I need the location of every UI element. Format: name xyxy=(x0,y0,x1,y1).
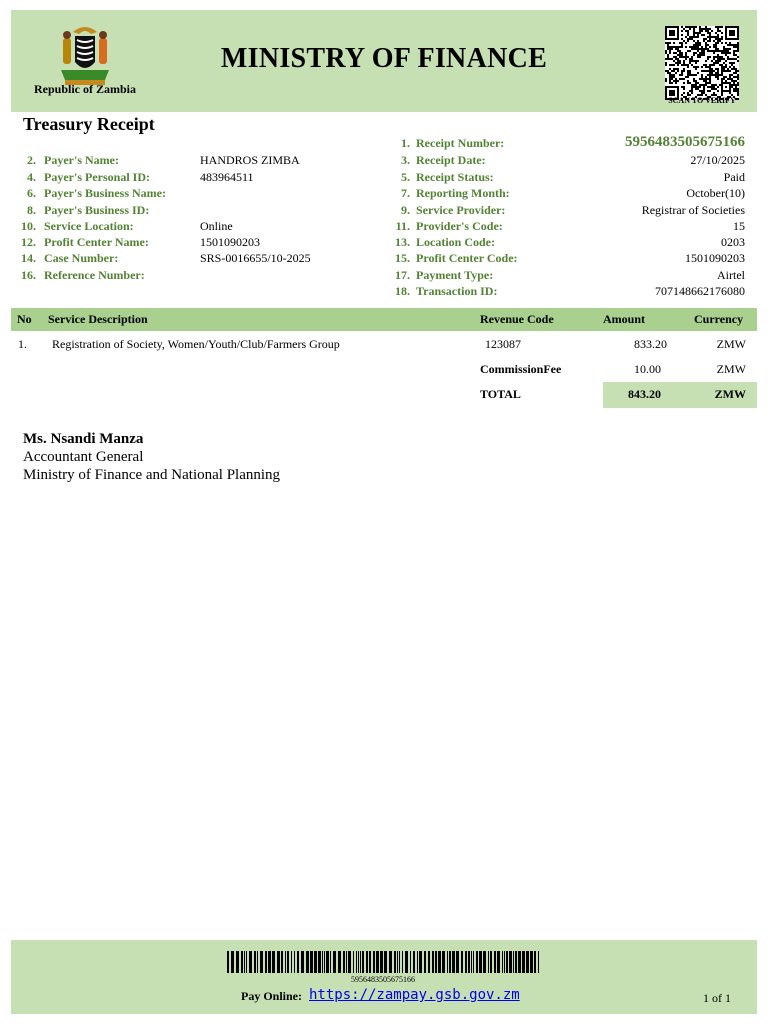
receipt-footer xyxy=(11,940,757,1014)
field-label: Provider's Code: xyxy=(416,219,503,233)
commission-amount: 10.00 xyxy=(634,362,661,376)
column-header-revenue-code: Revenue Code xyxy=(480,312,554,326)
page-number: 1 of 1 xyxy=(703,991,731,1005)
field-value: Airtel xyxy=(717,268,745,282)
field-label: Payer's Business Name: xyxy=(44,186,166,200)
total-label: TOTAL xyxy=(480,387,521,401)
field-number: 1. xyxy=(401,136,410,150)
field-number: 12. xyxy=(21,235,36,249)
field-number: 8. xyxy=(27,203,36,217)
signer-name: Ms. Nsandi Manza xyxy=(23,431,144,447)
field-label: Profit Center Name: xyxy=(44,235,149,249)
field-value: 1501090203 xyxy=(685,251,745,265)
total-amount: 843.20 xyxy=(628,387,661,401)
pay-online-link[interactable]: https://zampay.gsb.gov.zm xyxy=(309,987,520,1003)
row-revenue-code: 123087 xyxy=(485,337,521,351)
field-value: Registrar of Societies xyxy=(641,203,745,217)
field-number: 13. xyxy=(395,235,410,249)
field-label: Receipt Status: xyxy=(416,170,494,184)
field-value: Online xyxy=(200,219,233,233)
row-no: 1. xyxy=(18,337,27,351)
row-currency: ZMW xyxy=(716,337,746,351)
field-label: Payment Type: xyxy=(416,268,494,282)
receipt-title: Treasury Receipt xyxy=(23,114,155,134)
field-number: 11. xyxy=(395,219,410,233)
ministry-title: MINISTRY OF FINANCE xyxy=(220,43,548,74)
field-number: 4. xyxy=(27,170,36,184)
field-label: Location Code: xyxy=(416,235,495,249)
field-value: 1501090203 xyxy=(200,235,260,249)
service-table-header xyxy=(11,308,757,331)
pay-online-label: Pay Online: xyxy=(241,989,303,1003)
qr-code-icon[interactable] xyxy=(665,26,739,100)
field-value: 0203 xyxy=(721,235,745,249)
field-label: Reference Number: xyxy=(44,268,145,282)
field-number: 10. xyxy=(21,219,36,233)
field-number: 3. xyxy=(401,153,410,167)
field-label: Transaction ID: xyxy=(416,284,498,298)
field-value: Paid xyxy=(723,170,745,184)
country-name: Republic of Zambia xyxy=(33,82,136,96)
field-number: 2. xyxy=(27,153,36,167)
column-header-description: Service Description xyxy=(48,312,148,326)
barcode-icon xyxy=(227,951,539,973)
field-value: 27/10/2025 xyxy=(690,153,745,167)
column-header-amount: Amount xyxy=(603,312,646,326)
commission-label: CommissionFee xyxy=(480,362,562,376)
barcode-number: 5956483505675166 xyxy=(351,975,415,984)
total-currency: ZMW xyxy=(714,387,746,401)
receipt-header xyxy=(11,10,757,112)
field-value: 707148662176080 xyxy=(655,284,745,298)
field-number: 16. xyxy=(21,268,36,282)
field-label: Payer's Business ID: xyxy=(44,203,150,217)
column-header-currency: Currency xyxy=(694,312,744,326)
field-label: Payer's Personal ID: xyxy=(44,170,150,184)
scan-to-verify-label: SCAN TO VERIFY xyxy=(668,96,736,105)
signer-organization: Ministry of Finance and National Planning xyxy=(23,467,281,483)
field-label: Profit Center Code: xyxy=(416,251,518,265)
field-label: Service Location: xyxy=(44,219,134,233)
field-value: 483964511 xyxy=(200,170,254,184)
field-value: HANDROS ZIMBA xyxy=(200,153,300,167)
field-label: Payer's Name: xyxy=(44,153,119,167)
commission-currency: ZMW xyxy=(716,362,746,376)
field-label: Reporting Month: xyxy=(416,186,510,200)
field-value: 5956483505675166 xyxy=(625,134,745,150)
signer-title: Accountant General xyxy=(23,449,144,465)
field-label: Service Provider: xyxy=(416,203,506,217)
field-value: October(10) xyxy=(686,186,745,200)
row-description: Registration of Society, Women/Youth/Club/Farmers Group xyxy=(52,337,340,351)
field-number: 17. xyxy=(395,268,410,282)
field-number: 18. xyxy=(395,284,410,298)
field-number: 14. xyxy=(21,251,36,265)
field-number: 7. xyxy=(401,186,410,200)
row-amount: 833.20 xyxy=(634,337,667,351)
field-value: SRS-0016655/10-2025 xyxy=(200,251,311,265)
field-value: 15 xyxy=(733,219,745,233)
field-number: 6. xyxy=(27,186,36,200)
field-label: Receipt Date: xyxy=(416,153,486,167)
field-number: 9. xyxy=(401,203,410,217)
field-number: 15. xyxy=(395,251,410,265)
field-label: Receipt Number: xyxy=(416,136,505,150)
column-header-no: No xyxy=(17,312,32,326)
field-label: Case Number: xyxy=(44,251,119,265)
field-number: 5. xyxy=(401,170,410,184)
